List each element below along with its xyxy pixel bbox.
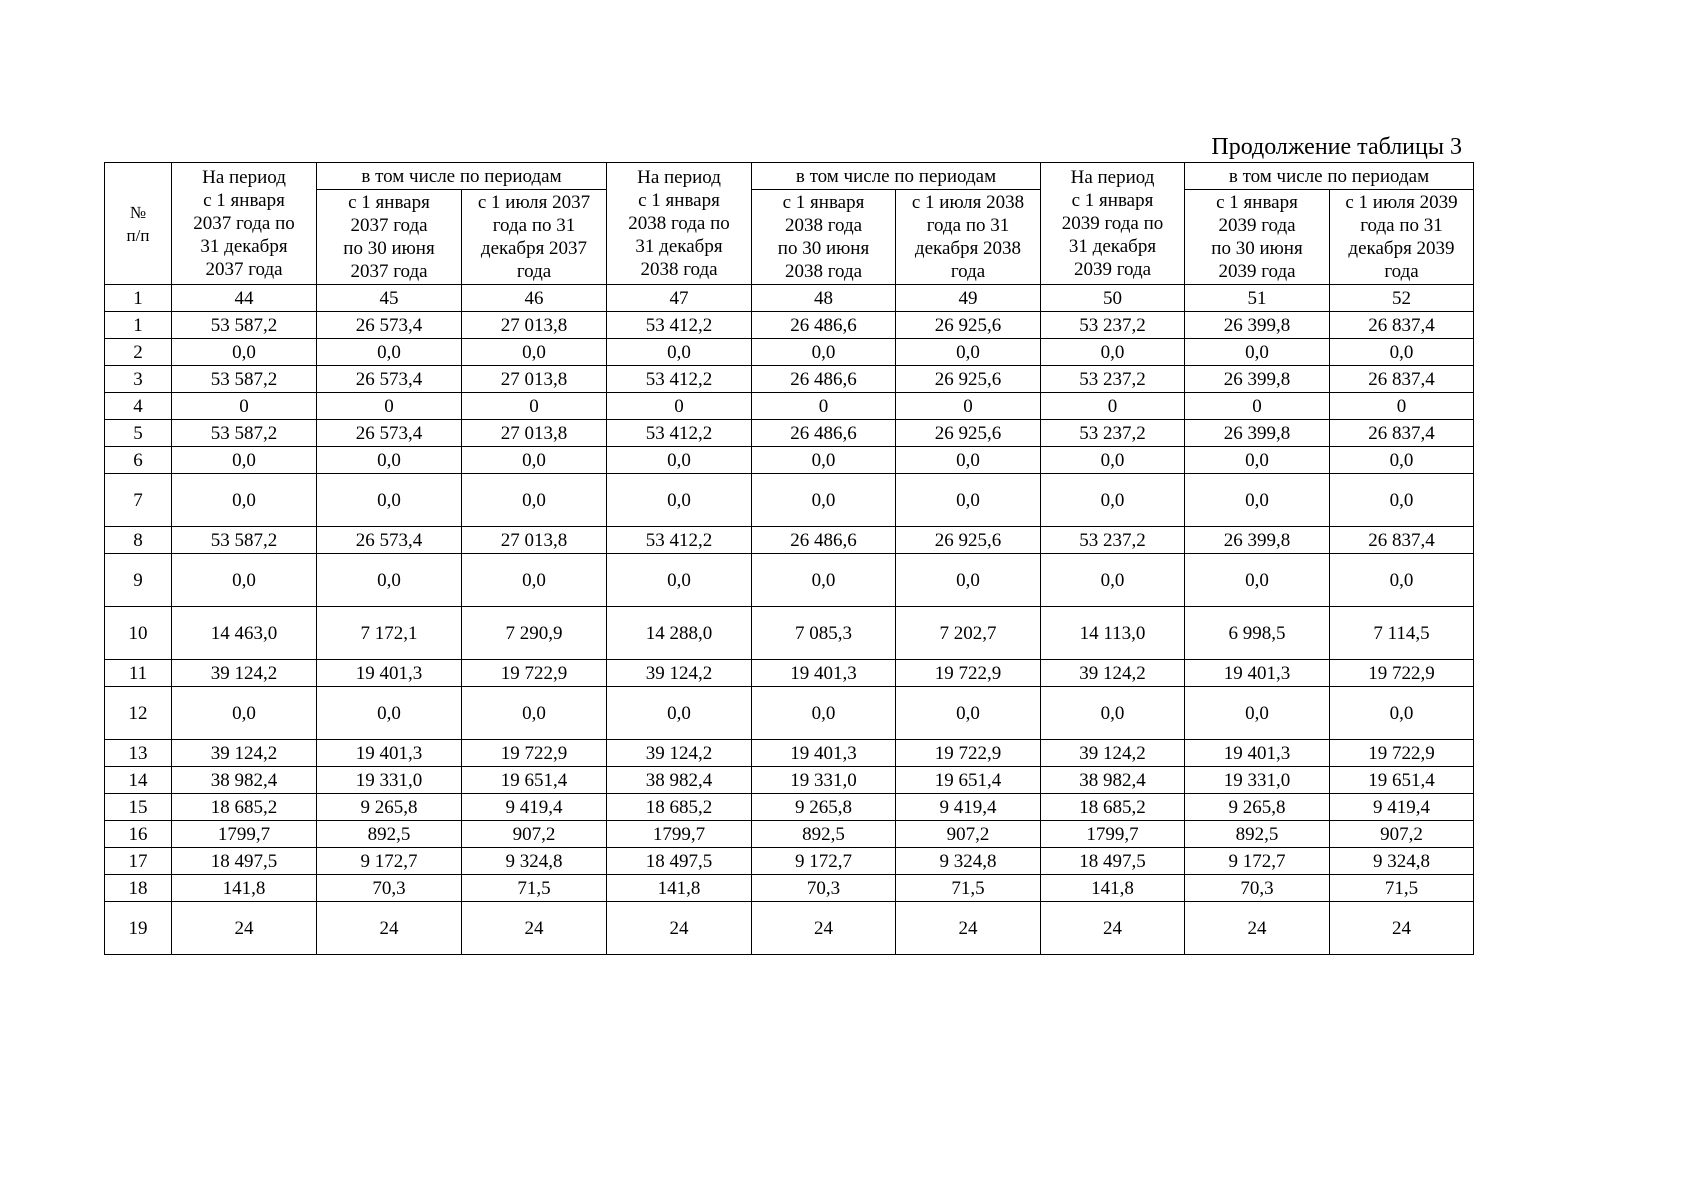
value-cell: 26 486,6 [752, 366, 896, 393]
value-cell: 0,0 [462, 687, 607, 740]
value-cell: 24 [607, 902, 752, 955]
header-period-total-2038: На период с 1 января 2038 года по 31 декабря 2038 года [607, 163, 752, 285]
value-cell: 27 013,8 [462, 420, 607, 447]
column-number: 51 [1185, 285, 1330, 312]
value-cell: 53 587,2 [172, 312, 317, 339]
value-cell: 0,0 [317, 474, 462, 527]
value-cell: 26 573,4 [317, 527, 462, 554]
row-number-cell: 3 [105, 366, 172, 393]
value-cell: 6 998,5 [1185, 607, 1330, 660]
value-cell: 19 651,4 [462, 767, 607, 794]
header-first-half-2039: с 1 января 2039 года по 30 июня 2039 года [1185, 190, 1330, 285]
value-cell: 0,0 [1185, 554, 1330, 607]
value-cell: 0 [462, 393, 607, 420]
value-cell: 70,3 [752, 875, 896, 902]
row-number-cell: 17 [105, 848, 172, 875]
value-cell: 0,0 [752, 447, 896, 474]
table-row [105, 794, 1474, 821]
value-cell: 53 587,2 [172, 527, 317, 554]
value-cell: 0,0 [1041, 447, 1185, 474]
table-row [105, 821, 1474, 848]
value-cell: 0,0 [172, 474, 317, 527]
value-cell: 0,0 [752, 339, 896, 366]
value-cell: 907,2 [1330, 821, 1474, 848]
value-cell: 0,0 [1330, 339, 1474, 366]
value-cell: 39 124,2 [172, 740, 317, 767]
table-row [105, 393, 1474, 420]
value-cell: 7 290,9 [462, 607, 607, 660]
value-cell: 19 722,9 [1330, 740, 1474, 767]
value-cell: 26 486,6 [752, 312, 896, 339]
value-cell: 0,0 [607, 447, 752, 474]
value-cell: 0,0 [752, 554, 896, 607]
table-row [105, 554, 1474, 607]
value-cell: 26 573,4 [317, 312, 462, 339]
value-cell: 0,0 [1041, 554, 1185, 607]
value-cell: 0,0 [1330, 474, 1474, 527]
value-cell: 27 013,8 [462, 527, 607, 554]
table-row [105, 875, 1474, 902]
value-cell: 19 331,0 [1185, 767, 1330, 794]
header-group-2039: в том числе по периодам [1185, 163, 1474, 190]
row-number-cell: 18 [105, 875, 172, 902]
value-cell: 0,0 [1330, 554, 1474, 607]
value-cell: 53 412,2 [607, 527, 752, 554]
row-number-cell: 11 [105, 660, 172, 687]
column-number: 52 [1330, 285, 1474, 312]
value-cell: 0,0 [1041, 474, 1185, 527]
value-cell: 24 [1185, 902, 1330, 955]
header-group-2037: в том числе по периодам [317, 163, 607, 190]
value-cell: 39 124,2 [1041, 740, 1185, 767]
value-cell: 892,5 [317, 821, 462, 848]
value-cell: 9 265,8 [1185, 794, 1330, 821]
row-number-cell: 15 [105, 794, 172, 821]
value-cell: 53 412,2 [607, 420, 752, 447]
value-cell: 0,0 [607, 339, 752, 366]
value-cell: 0 [317, 393, 462, 420]
table-row [105, 660, 1474, 687]
value-cell: 892,5 [1185, 821, 1330, 848]
value-cell: 24 [752, 902, 896, 955]
value-cell: 26 486,6 [752, 527, 896, 554]
row-number-cell: 12 [105, 687, 172, 740]
value-cell: 38 982,4 [607, 767, 752, 794]
value-cell: 9 419,4 [896, 794, 1041, 821]
row-number-cell: 5 [105, 420, 172, 447]
value-cell: 19 401,3 [317, 740, 462, 767]
value-cell: 14 463,0 [172, 607, 317, 660]
value-cell: 1799,7 [172, 821, 317, 848]
value-cell: 19 651,4 [896, 767, 1041, 794]
value-cell: 26 837,4 [1330, 527, 1474, 554]
table-row [105, 902, 1474, 955]
value-cell: 19 722,9 [1330, 660, 1474, 687]
value-cell: 38 982,4 [1041, 767, 1185, 794]
table-row [105, 527, 1474, 554]
value-cell: 26 925,6 [896, 366, 1041, 393]
table-row [105, 767, 1474, 794]
value-cell: 0,0 [317, 339, 462, 366]
value-cell: 0,0 [1330, 447, 1474, 474]
value-cell: 70,3 [1185, 875, 1330, 902]
value-cell: 0,0 [462, 339, 607, 366]
table-row [105, 474, 1474, 527]
value-cell: 38 982,4 [172, 767, 317, 794]
table-body [105, 312, 1474, 955]
value-cell: 26 486,6 [752, 420, 896, 447]
value-cell: 19 722,9 [896, 660, 1041, 687]
value-cell: 26 837,4 [1330, 366, 1474, 393]
value-cell: 39 124,2 [607, 660, 752, 687]
value-cell: 24 [896, 902, 1041, 955]
table-caption: Продолжение таблицы 3 [1211, 134, 1462, 160]
value-cell: 0,0 [172, 339, 317, 366]
value-cell: 0 [172, 393, 317, 420]
column-number: 44 [172, 285, 317, 312]
value-cell: 9 265,8 [317, 794, 462, 821]
value-cell: 70,3 [317, 875, 462, 902]
header-row-number: № п/п [105, 163, 172, 285]
value-cell: 39 124,2 [1041, 660, 1185, 687]
header-period-total-2037: На период с 1 января 2037 года по 31 декабря 2037 года [172, 163, 317, 285]
value-cell: 19 331,0 [317, 767, 462, 794]
value-cell: 19 651,4 [1330, 767, 1474, 794]
column-number: 47 [607, 285, 752, 312]
value-cell: 26 399,8 [1185, 312, 1330, 339]
value-cell: 0,0 [1185, 474, 1330, 527]
value-cell: 19 401,3 [1185, 740, 1330, 767]
column-number: 50 [1041, 285, 1185, 312]
value-cell: 7 172,1 [317, 607, 462, 660]
value-cell: 24 [1330, 902, 1474, 955]
column-number: 45 [317, 285, 462, 312]
table-row [105, 420, 1474, 447]
value-cell: 0,0 [172, 447, 317, 474]
value-cell: 0,0 [1041, 687, 1185, 740]
value-cell: 26 925,6 [896, 527, 1041, 554]
value-cell: 7 114,5 [1330, 607, 1474, 660]
value-cell: 892,5 [752, 821, 896, 848]
value-cell: 19 722,9 [896, 740, 1041, 767]
value-cell: 18 497,5 [1041, 848, 1185, 875]
value-cell: 0,0 [317, 687, 462, 740]
row-number-cell: 19 [105, 902, 172, 955]
table-row [105, 687, 1474, 740]
value-cell: 0,0 [896, 554, 1041, 607]
value-cell: 0,0 [896, 339, 1041, 366]
column-number: 49 [896, 285, 1041, 312]
value-cell: 0,0 [1330, 687, 1474, 740]
value-cell: 0,0 [752, 687, 896, 740]
value-cell: 53 237,2 [1041, 420, 1185, 447]
row-number-cell: 9 [105, 554, 172, 607]
row-number-cell: 2 [105, 339, 172, 366]
value-cell: 9 419,4 [1330, 794, 1474, 821]
value-cell: 9 172,7 [1185, 848, 1330, 875]
value-cell: 0,0 [1041, 339, 1185, 366]
value-cell: 0,0 [1185, 339, 1330, 366]
column-number: 48 [752, 285, 896, 312]
table-row [105, 339, 1474, 366]
column-number: 46 [462, 285, 607, 312]
table-header [105, 163, 1474, 312]
header-second-half-2038: с 1 июля 2038 года по 31 декабря 2038 года [896, 190, 1041, 285]
value-cell: 26 399,8 [1185, 420, 1330, 447]
row-number-cell: 7 [105, 474, 172, 527]
value-cell: 9 324,8 [1330, 848, 1474, 875]
value-cell: 26 399,8 [1185, 366, 1330, 393]
value-cell: 0,0 [607, 474, 752, 527]
column-number: 1 [105, 285, 172, 312]
value-cell: 0,0 [462, 554, 607, 607]
value-cell: 907,2 [462, 821, 607, 848]
value-cell: 0,0 [607, 554, 752, 607]
table-row [105, 848, 1474, 875]
table-row [105, 447, 1474, 474]
row-number-cell: 4 [105, 393, 172, 420]
value-cell: 53 412,2 [607, 312, 752, 339]
value-cell: 53 237,2 [1041, 312, 1185, 339]
value-cell: 0,0 [462, 447, 607, 474]
value-cell: 18 497,5 [607, 848, 752, 875]
value-cell: 0 [1185, 393, 1330, 420]
row-number-cell: 1 [105, 312, 172, 339]
value-cell: 0,0 [317, 554, 462, 607]
table-row [105, 312, 1474, 339]
value-cell: 71,5 [462, 875, 607, 902]
value-cell: 9 172,7 [752, 848, 896, 875]
value-cell: 0,0 [172, 687, 317, 740]
value-cell: 71,5 [896, 875, 1041, 902]
value-cell: 0,0 [1185, 687, 1330, 740]
value-cell: 39 124,2 [607, 740, 752, 767]
value-cell: 53 237,2 [1041, 527, 1185, 554]
value-cell: 53 587,2 [172, 420, 317, 447]
value-cell: 14 288,0 [607, 607, 752, 660]
value-cell: 53 587,2 [172, 366, 317, 393]
value-cell: 9 419,4 [462, 794, 607, 821]
value-cell: 26 925,6 [896, 420, 1041, 447]
value-cell: 0 [896, 393, 1041, 420]
value-cell: 141,8 [1041, 875, 1185, 902]
value-cell: 0 [607, 393, 752, 420]
row-number-cell: 6 [105, 447, 172, 474]
value-cell: 141,8 [172, 875, 317, 902]
value-cell: 0,0 [317, 447, 462, 474]
value-cell: 0,0 [752, 474, 896, 527]
value-cell: 7 085,3 [752, 607, 896, 660]
header-second-half-2039: с 1 июля 2039 года по 31 декабря 2039 года [1330, 190, 1474, 285]
table-row [105, 740, 1474, 767]
value-cell: 9 324,8 [462, 848, 607, 875]
value-cell: 24 [172, 902, 317, 955]
value-cell: 19 401,3 [752, 740, 896, 767]
column-numbers-row [105, 285, 1474, 312]
row-number-cell: 16 [105, 821, 172, 848]
value-cell: 0,0 [1185, 447, 1330, 474]
value-cell: 0 [752, 393, 896, 420]
value-cell: 907,2 [896, 821, 1041, 848]
value-cell: 14 113,0 [1041, 607, 1185, 660]
value-cell: 0,0 [462, 474, 607, 527]
value-cell: 24 [462, 902, 607, 955]
value-cell: 0 [1041, 393, 1185, 420]
value-cell: 0 [1330, 393, 1474, 420]
value-cell: 19 401,3 [1185, 660, 1330, 687]
header-first-half-2037: с 1 января 2037 года по 30 июня 2037 года [317, 190, 462, 285]
value-cell: 26 573,4 [317, 366, 462, 393]
value-cell: 26 837,4 [1330, 420, 1474, 447]
header-group-2038: в том числе по периодам [752, 163, 1041, 190]
value-cell: 141,8 [607, 875, 752, 902]
value-cell: 19 722,9 [462, 740, 607, 767]
value-cell: 26 399,8 [1185, 527, 1330, 554]
data-table [104, 162, 1474, 955]
value-cell: 39 124,2 [172, 660, 317, 687]
row-number-cell: 8 [105, 527, 172, 554]
value-cell: 27 013,8 [462, 312, 607, 339]
table-row [105, 366, 1474, 393]
value-cell: 19 331,0 [752, 767, 896, 794]
value-cell: 26 837,4 [1330, 312, 1474, 339]
value-cell: 0,0 [896, 447, 1041, 474]
row-number-cell: 10 [105, 607, 172, 660]
value-cell: 24 [317, 902, 462, 955]
value-cell: 26 573,4 [317, 420, 462, 447]
value-cell: 18 685,2 [1041, 794, 1185, 821]
value-cell: 19 401,3 [752, 660, 896, 687]
value-cell: 0,0 [896, 474, 1041, 527]
value-cell: 26 925,6 [896, 312, 1041, 339]
value-cell: 1799,7 [607, 821, 752, 848]
header-period-total-2039: На период с 1 января 2039 года по 31 декабря 2039 года [1041, 163, 1185, 285]
value-cell: 1799,7 [1041, 821, 1185, 848]
row-number-cell: 13 [105, 740, 172, 767]
row-number-cell: 14 [105, 767, 172, 794]
value-cell: 0,0 [172, 554, 317, 607]
value-cell: 9 265,8 [752, 794, 896, 821]
value-cell: 9 172,7 [317, 848, 462, 875]
value-cell: 9 324,8 [896, 848, 1041, 875]
value-cell: 18 685,2 [607, 794, 752, 821]
table-row [105, 607, 1474, 660]
value-cell: 18 685,2 [172, 794, 317, 821]
value-cell: 71,5 [1330, 875, 1474, 902]
header-second-half-2037: с 1 июля 2037 года по 31 декабря 2037 года [462, 190, 607, 285]
value-cell: 18 497,5 [172, 848, 317, 875]
value-cell: 53 237,2 [1041, 366, 1185, 393]
header-first-half-2038: с 1 января 2038 года по 30 июня 2038 года [752, 190, 896, 285]
value-cell: 7 202,7 [896, 607, 1041, 660]
value-cell: 24 [1041, 902, 1185, 955]
value-cell: 53 412,2 [607, 366, 752, 393]
value-cell: 0,0 [896, 687, 1041, 740]
value-cell: 0,0 [607, 687, 752, 740]
value-cell: 19 722,9 [462, 660, 607, 687]
value-cell: 27 013,8 [462, 366, 607, 393]
value-cell: 19 401,3 [317, 660, 462, 687]
